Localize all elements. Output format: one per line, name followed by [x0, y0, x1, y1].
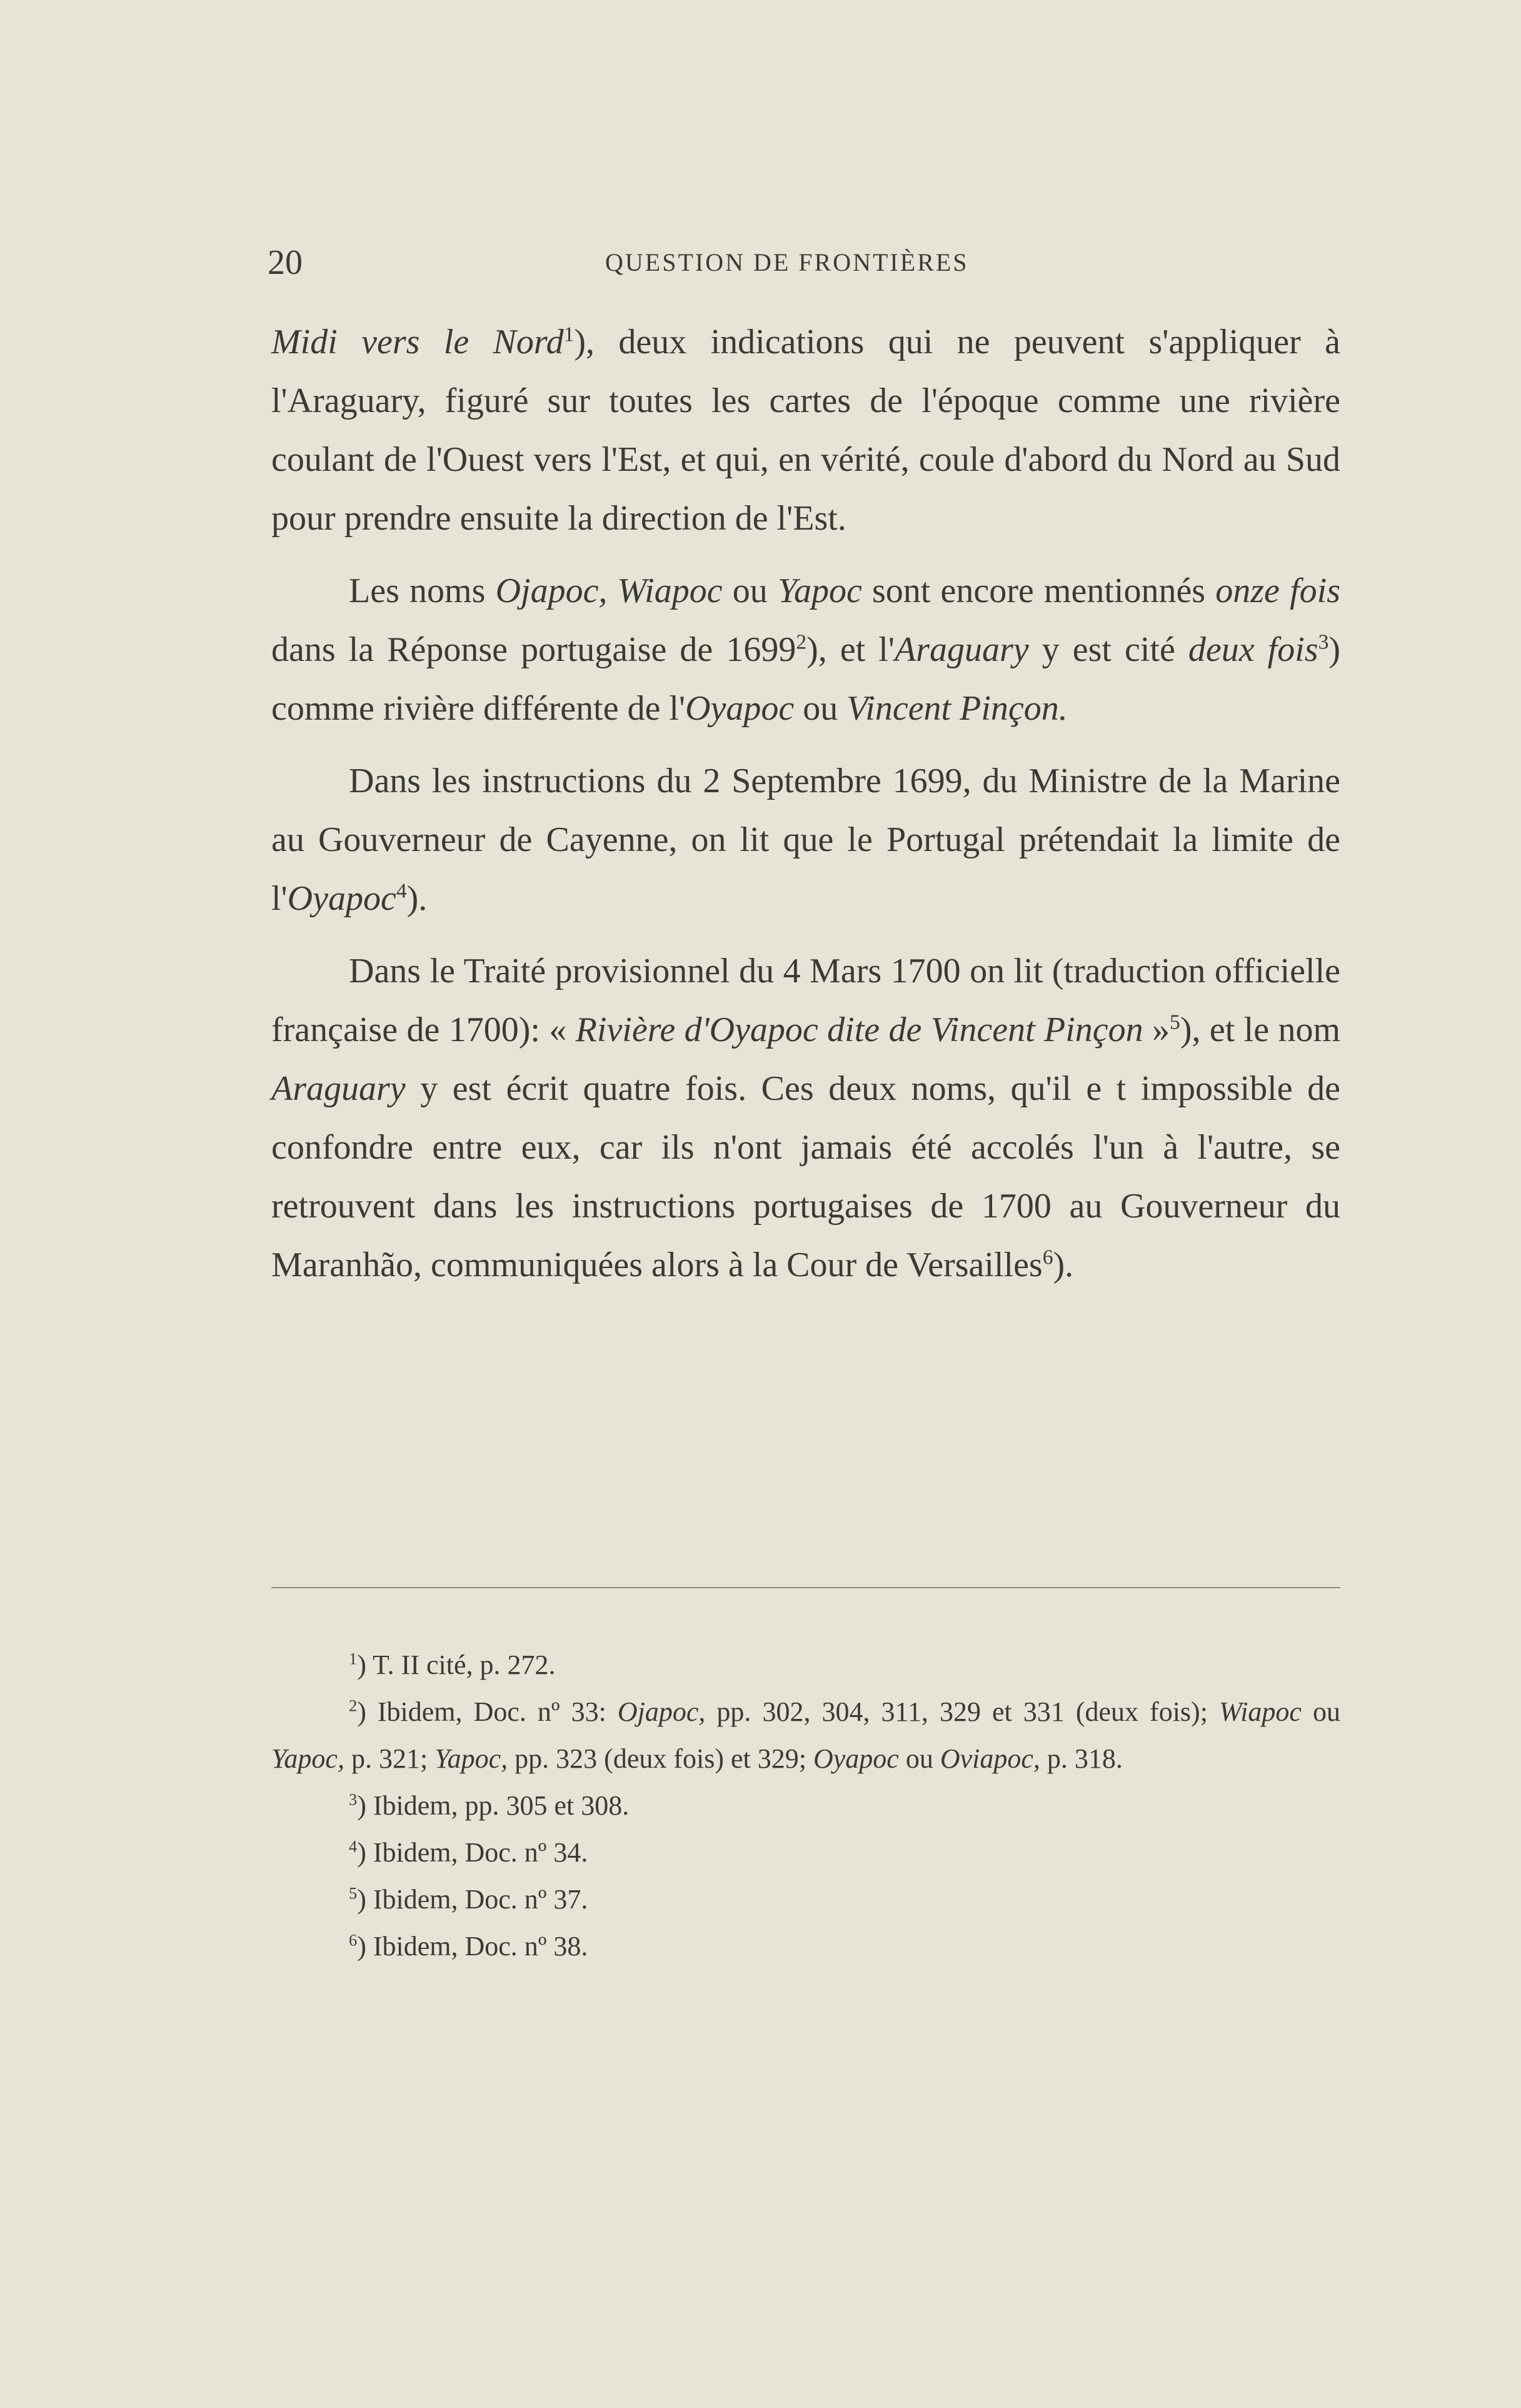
paragraph-2 — [271, 562, 1340, 738]
footnote-text: ) Ibidem, Doc. nº 37. — [357, 1884, 588, 1915]
footnote-text: p. 318. — [1040, 1743, 1123, 1774]
italic-phrase: Wiapoc — [617, 572, 723, 610]
footnote-ref: 4 — [396, 879, 407, 903]
paragraph-3 — [271, 752, 1340, 928]
footnote-marker: 6 — [349, 1930, 358, 1950]
paragraph-text: ), et l' — [806, 630, 895, 669]
paragraph-text: ou — [794, 689, 847, 728]
main-text — [271, 313, 1340, 1308]
footnote-marker: 2 — [349, 1696, 358, 1715]
paragraph-text: y est cité — [1028, 630, 1188, 669]
italic-phrase: Rivière d'Oyapoc dite de Vincent Pinçon — [575, 1010, 1143, 1049]
footnote-marker: 1 — [349, 1649, 358, 1668]
footnote-ref: 1 — [563, 323, 575, 346]
running-title: QUESTION DE FRONTIÈRES — [605, 248, 969, 276]
footnotes — [271, 1641, 1340, 1970]
footnote-marker: 3 — [349, 1790, 358, 1809]
paragraph-text: ) comme rivière différente de l' — [271, 630, 1341, 728]
paragraph-text: Les noms — [349, 572, 496, 610]
paragraph-text: y est écrit quatre fois. Ces deux noms, qu'il e t impossible de confondre entre eux, car ils n'ont jamais été accolés l'un à l'autre, se retrouvent dans les instructions portugaises de 1700 au Gouverneur du Maranhão, communiquées alors à la Cour de Versailles — [271, 1069, 1340, 1284]
footnote-4 — [271, 1829, 1340, 1876]
page-number: 20 — [268, 243, 303, 282]
italic-phrase: onze fois — [1215, 572, 1341, 610]
paragraph-text: ). — [406, 879, 428, 918]
italic-phrase: Yapoc, — [271, 1743, 344, 1774]
footnote-divider — [271, 1587, 1340, 1588]
footnote-text: ) T. II cité, p. 272. — [357, 1650, 556, 1680]
italic-phrase: Yapoc — [777, 572, 862, 610]
paragraph-text: ), et le nom — [1180, 1010, 1341, 1049]
footnote-text: ou — [898, 1743, 940, 1774]
paragraph-text: » — [1143, 1010, 1170, 1049]
italic-phrase: Oyapoc — [287, 879, 396, 918]
footnote-marker: 5 — [349, 1883, 358, 1903]
footnote-6 — [271, 1923, 1340, 1970]
italic-phrase: Oyapoc — [813, 1743, 899, 1774]
paragraph-text: ), deux indications qui ne peuvent s'appliquer à l'Araguary, figuré sur toutes les cartes de l'époque comme une rivière coulant de l'Ouest vers l'Est, et qui, en vérité, coule d'abord du Nord au Sud pour prendre ensuite la direction de l'Est. — [271, 323, 1341, 538]
footnote-2 — [271, 1688, 1340, 1782]
italic-phrase: Vincent Pinçon. — [846, 689, 1068, 728]
paragraph-text: ou — [722, 572, 778, 610]
paragraph-text: sont encore mentionnés — [861, 572, 1216, 610]
italic-phrase: Ojapoc, — [617, 1696, 706, 1727]
paragraph-text: ). — [1053, 1246, 1074, 1284]
italic-phrase: Oyapoc — [685, 689, 795, 728]
paragraph-text: Dans les instructions du 2 Septembre 1699, du Ministre de la Marine au Gouverneur de Cayenne, on lit que le Portugal prétendait la limite de l' — [271, 762, 1340, 918]
footnote-text: pp. 323 (deux fois) et 329; — [508, 1743, 813, 1774]
paragraph-1 — [271, 313, 1340, 548]
paragraph-text — [607, 572, 617, 610]
footnote-text: ) Ibidem, Doc. nº 38. — [357, 1931, 588, 1962]
paragraph-text: Dans le Traité provisionnel du 4 Mars 1700 on lit (traduction officielle française de 1700): « — [271, 952, 1340, 1049]
footnote-ref: 2 — [796, 630, 807, 654]
italic-phrase: Wiapoc — [1218, 1696, 1302, 1727]
italic-phrase: Yapoc, — [434, 1743, 508, 1774]
italic-phrase: Araguary — [894, 630, 1029, 669]
paragraph-4 — [271, 942, 1340, 1294]
footnote-text: ou — [1301, 1696, 1340, 1727]
footnote-ref: 5 — [1170, 1010, 1180, 1034]
footnote-text: ) Ibidem, Doc. nº 34. — [357, 1837, 588, 1868]
footnote-text: ) Ibidem, pp. 305 et 308. — [357, 1790, 630, 1821]
footnote-text: p. 321; — [344, 1743, 435, 1774]
italic-phrase: Oviapoc, — [940, 1743, 1040, 1774]
footnote-5 — [271, 1876, 1340, 1923]
footnote-ref: 6 — [1042, 1246, 1053, 1269]
footnote-text: pp. 302, 304, 311, 329 et 331 (deux fois); — [705, 1696, 1219, 1727]
footnote-1 — [271, 1641, 1340, 1688]
footnote-3 — [271, 1782, 1340, 1829]
paragraph-text: dans la Réponse portugaise de 1699 — [271, 630, 796, 669]
italic-phrase: Araguary — [271, 1069, 406, 1108]
page-header — [268, 243, 1343, 293]
footnote-ref: 3 — [1318, 630, 1329, 654]
italic-phrase: Midi vers le Nord — [271, 323, 564, 361]
italic-phrase: Ojapoc, — [495, 572, 608, 610]
footnote-marker: 4 — [349, 1836, 358, 1856]
footnote-text: ) Ibidem, Doc. nº 33: — [357, 1696, 618, 1727]
italic-phrase: deux fois — [1188, 630, 1318, 669]
